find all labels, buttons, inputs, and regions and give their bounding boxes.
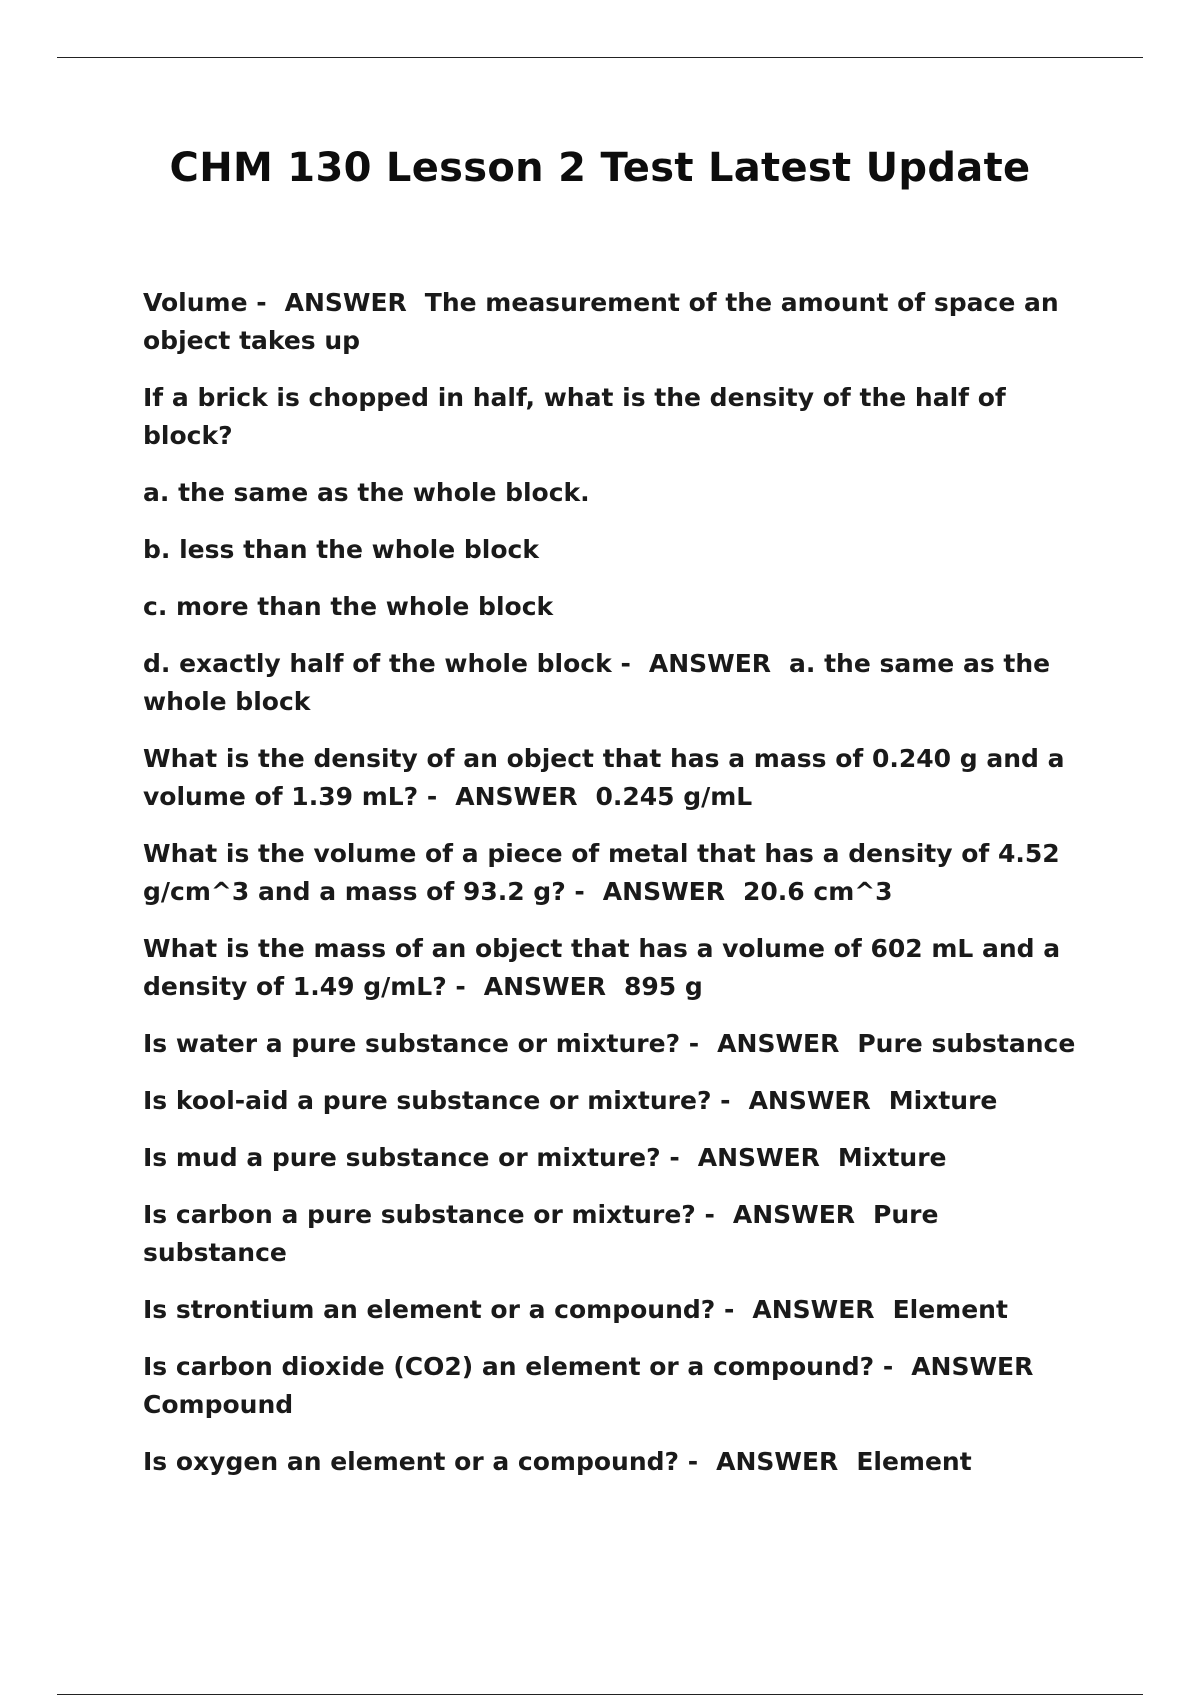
answer-text: Pure substance <box>143 1200 939 1267</box>
answer-label: ANSWER <box>483 972 606 1001</box>
qa-item <box>143 1443 1083 1481</box>
question-text: What is the volume of a piece of metal that has a density of 4.52 g/cm^3 and a mass of 93.2 g? - <box>143 839 1060 906</box>
answer-text: Element <box>892 1295 1008 1324</box>
answer-label: ANSWER <box>697 1143 820 1172</box>
answer-text: 20.6 cm^3 <box>742 877 893 906</box>
qa-item <box>143 1196 1083 1272</box>
question-text: Is carbon a pure substance or mixture? - <box>143 1200 715 1229</box>
qa-item <box>143 1139 1083 1177</box>
question-text: Is water a pure substance or mixture? - <box>143 1029 700 1058</box>
bottom-rule <box>57 1694 1143 1695</box>
qa-item <box>143 930 1083 1006</box>
question-item <box>143 379 1083 455</box>
answer-text: 895 g <box>623 972 703 1001</box>
question-text: Volume - <box>143 288 267 317</box>
answer-label: ANSWER <box>732 1200 856 1229</box>
document-body <box>143 284 1083 1500</box>
qa-item <box>143 1348 1083 1424</box>
answer-text: The measurement of the amount of space an object takes up <box>143 288 1059 355</box>
option-item <box>143 474 1083 512</box>
document-title: CHM 130 Lesson 2 Test Latest Update <box>169 145 1031 191</box>
answer-text: Compound <box>143 1390 294 1419</box>
question-text: Is strontium an element or a compound? - <box>143 1295 735 1324</box>
option-text: c. more than the whole block <box>143 592 554 621</box>
question-text: d. exactly half of the whole block - <box>143 649 631 678</box>
answer-label: ANSWER <box>455 782 578 811</box>
question-text: What is the density of an object that has a mass of 0.240 g and a volume of 1.39 mL? - <box>143 744 1065 811</box>
answer-label: ANSWER <box>717 1029 840 1058</box>
answer-text: 0.245 g/mL <box>595 782 753 811</box>
answer-label: ANSWER <box>648 649 772 678</box>
answer-label: ANSWER <box>752 1295 875 1324</box>
question-text: If a brick is chopped in half, what is the density of the half of block? <box>143 383 1006 450</box>
top-rule <box>57 57 1143 58</box>
question-text: Is mud a pure substance or mixture? - <box>143 1143 680 1172</box>
answer-text: Pure substance <box>857 1029 1076 1058</box>
answer-label: ANSWER <box>911 1352 1034 1381</box>
answer-label: ANSWER <box>716 1447 839 1476</box>
qa-item <box>143 1082 1083 1120</box>
option-item <box>143 588 1083 626</box>
qa-item <box>143 1025 1083 1063</box>
qa-item <box>143 740 1083 816</box>
answer-text: Mixture <box>837 1143 947 1172</box>
question-text: Is oxygen an element or a compound? - <box>143 1447 699 1476</box>
question-text: What is the mass of an object that has a volume of 602 mL and a density of 1.49 g/mL? - <box>143 934 1061 1001</box>
option-text: a. the same as the whole block. <box>143 478 590 507</box>
answer-label: ANSWER <box>748 1086 871 1115</box>
answer-text: a. the same as the whole block <box>143 649 1051 716</box>
option-text: b. less than the whole block <box>143 535 539 564</box>
question-text: Is carbon dioxide (CO2) an element or a compound? - <box>143 1352 894 1381</box>
option-item <box>143 531 1083 569</box>
qa-item <box>143 1291 1083 1329</box>
qa-item <box>143 284 1083 360</box>
qa-item <box>143 835 1083 911</box>
answer-label: ANSWER <box>284 288 407 317</box>
question-text: Is kool-aid a pure substance or mixture? - <box>143 1086 731 1115</box>
answer-label: ANSWER <box>602 877 725 906</box>
qa-item <box>143 645 1083 721</box>
answer-text: Element <box>856 1447 972 1476</box>
answer-text: Mixture <box>888 1086 998 1115</box>
